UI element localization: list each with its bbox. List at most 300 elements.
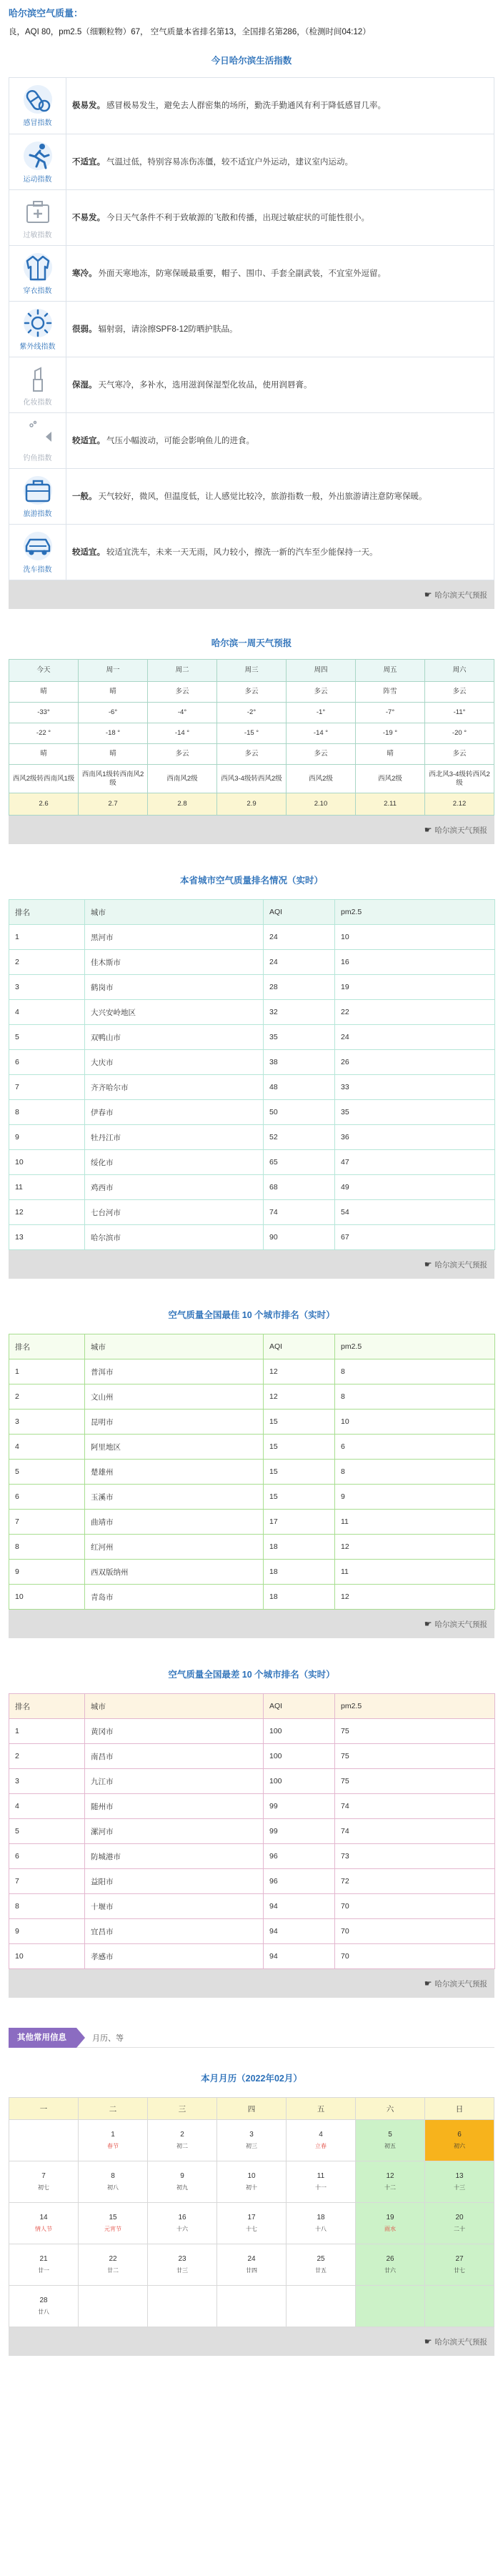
table-row [9, 1100, 495, 1125]
table-cell: 47 [335, 1150, 495, 1175]
calendar-day[interactable] [79, 2203, 148, 2244]
table-cell: 100 [264, 1769, 335, 1794]
travel-bag-icon [23, 475, 53, 505]
table-cell: 6 [9, 1844, 85, 1869]
calendar-day[interactable] [9, 2286, 79, 2327]
other-info-links[interactable]: 月历、等 [92, 2033, 124, 2043]
table-header [9, 1694, 495, 1719]
source-label: 哈尔滨天气预报 [434, 1620, 487, 1629]
forecast-title: 哈尔滨一周天气预报 [211, 638, 292, 648]
table-cell: 74 [335, 1794, 495, 1819]
life-index-level: 很弱。 [72, 325, 97, 334]
table-cell[interactable]: 防城港市 [85, 1844, 264, 1869]
table-cell[interactable]: 七台河市 [85, 1200, 264, 1225]
forecast-weekday: 周四 [287, 660, 356, 682]
life-index-name: 旅游指数 [23, 510, 52, 518]
life-index-title: 今日哈尔滨生活指数 [211, 56, 292, 66]
calendar-weekday: 四 [217, 2098, 287, 2120]
table-cell: 68 [264, 1175, 335, 1200]
calendar-empty-cell [9, 2120, 79, 2161]
life-index-desc [66, 78, 494, 134]
table-row [9, 1460, 495, 1485]
best-rank-source[interactable] [9, 1610, 494, 1638]
table-cell: 18 [264, 1535, 335, 1560]
table-cell: 73 [335, 1844, 495, 1869]
life-index-desc [66, 357, 494, 412]
table-cell: 50 [264, 1100, 335, 1125]
forecast-weather: 多云 [425, 682, 494, 703]
life-index-level: 不适宜。 [72, 157, 105, 167]
calendar-day[interactable] [356, 2244, 425, 2286]
table-cell[interactable]: 鹤岗市 [85, 975, 264, 1000]
table-cell[interactable]: 孝感市 [85, 1944, 264, 1969]
calendar-date: 9 [180, 2172, 184, 2180]
life-index-level: 较适宜。 [72, 436, 105, 445]
calendar-date: 18 [317, 2214, 325, 2221]
calendar-lunar: 初六 [454, 2143, 465, 2149]
table-cell[interactable]: 绥化市 [85, 1150, 264, 1175]
forecast-weather: 晴 [9, 682, 79, 703]
table-cell: 15 [264, 1410, 335, 1435]
life-index-level: 寒冷。 [72, 269, 97, 278]
calendar-date: 19 [386, 2214, 394, 2221]
table-cell: 2 [9, 950, 85, 975]
table-cell: 3 [9, 1769, 85, 1794]
forecast-sky-row [9, 744, 494, 765]
table-cell[interactable]: 十堰市 [85, 1894, 264, 1919]
life-index-icon-cell[interactable] [9, 413, 66, 468]
lipstick-icon [23, 364, 53, 394]
life-index-name: 洗车指数 [23, 565, 52, 574]
life-index-icon-cell[interactable] [9, 302, 66, 357]
table-cell: 99 [264, 1794, 335, 1819]
table-cell[interactable]: 青岛市 [85, 1585, 264, 1610]
table-row [9, 1869, 495, 1894]
calendar-lunar: 初二 [176, 2143, 188, 2149]
table-cell: 11 [335, 1560, 495, 1585]
calendar-day[interactable] [287, 2244, 356, 2286]
calendar-lunar: 立春 [315, 2143, 327, 2149]
calendar-empty-cell [287, 2286, 356, 2327]
calendar-day[interactable] [425, 2244, 494, 2286]
table-cell: 18 [264, 1585, 335, 1610]
table-cell: 4 [9, 1435, 85, 1460]
table-cell: 7 [9, 1869, 85, 1894]
calendar-day[interactable] [217, 2203, 287, 2244]
calendar-week-row [9, 2120, 494, 2161]
calendar-lunar: 春节 [107, 2143, 119, 2149]
life-index-icon-cell[interactable] [9, 134, 66, 189]
life-index-text: 天气寒冷，多补水，选用滋润保湿型化妆品，使用润唇膏。 [98, 380, 312, 390]
forecast-wind: 西风3-4级转西风2级 [217, 765, 287, 793]
table-cell: 52 [264, 1125, 335, 1150]
table-cell[interactable]: 黑河市 [85, 925, 264, 950]
table-cell[interactable]: 益阳市 [85, 1869, 264, 1894]
table-cell[interactable]: 文山州 [85, 1384, 264, 1410]
table-cell: 4 [9, 1794, 85, 1819]
calendar-date: 11 [317, 2172, 325, 2180]
forecast-wind-row [9, 765, 494, 793]
forecast-wind: 西南风1级转西南风2级 [79, 765, 148, 793]
table-cell: 24 [264, 950, 335, 975]
calendar-day[interactable] [425, 2120, 494, 2161]
calendar-date: 16 [178, 2214, 186, 2221]
calendar-lunar: 廿四 [246, 2267, 257, 2274]
table-cell: 54 [335, 1200, 495, 1225]
forecast-high: -15 ° [217, 723, 287, 744]
calendar-day[interactable] [9, 2203, 79, 2244]
calendar-date: 13 [455, 2172, 464, 2180]
life-index-name: 穿衣指数 [23, 287, 52, 295]
table-cell: 94 [264, 1919, 335, 1944]
table-cell[interactable]: 阿里地区 [85, 1435, 264, 1460]
forecast-high-row [9, 723, 494, 744]
life-index-desc [66, 246, 494, 301]
table-cell: 6 [335, 1435, 495, 1460]
air-quality-summary: 良，AQI 80，pm2.5（细颗粒物）67， 空气质量本省排名第13，全国排名第286，（检测时间04:12） [9, 28, 371, 36]
table-row [9, 1200, 495, 1225]
table-cell[interactable]: 牡丹江市 [85, 1125, 264, 1150]
calendar-weekday: 一 [9, 2098, 79, 2120]
table-cell: 6 [9, 1050, 85, 1075]
table-cell: 72 [335, 1869, 495, 1894]
life-index-icon-cell[interactable] [9, 190, 66, 245]
calendar-day[interactable] [148, 2203, 217, 2244]
life-index-row [9, 468, 494, 524]
calendar-lunar: 元宵节 [104, 2226, 121, 2232]
calendar-empty-cell [79, 2286, 148, 2327]
table-row [9, 1510, 495, 1535]
calendar-day[interactable] [356, 2120, 425, 2161]
calendar-day[interactable] [356, 2161, 425, 2203]
table-cell: 12 [9, 1200, 85, 1225]
calendar-day[interactable] [217, 2120, 287, 2161]
table-cell[interactable]: 大庆市 [85, 1050, 264, 1075]
table-cell: 96 [264, 1869, 335, 1894]
forecast-wind: 西风2级转西南风1级 [9, 765, 79, 793]
column-header: 排名 [9, 1334, 85, 1359]
table-cell[interactable]: 鸡西市 [85, 1175, 264, 1200]
table-cell[interactable]: 佳木斯市 [85, 950, 264, 975]
forecast-date: 2.7 [79, 793, 148, 816]
table-row [9, 1485, 495, 1510]
life-index-level: 一般。 [72, 492, 97, 501]
table-row [9, 1844, 495, 1869]
calendar-lunar: 情人节 [35, 2226, 52, 2232]
calendar-lunar: 十七 [246, 2226, 257, 2232]
calendar-weekday: 三 [148, 2098, 217, 2120]
life-index-text: 较适宜洗车，未来一天无雨，风力较小，擦洗一新的汽车至少能保持一天。 [106, 548, 378, 557]
calendar-day[interactable] [79, 2120, 148, 2161]
forecast-high: -18 ° [79, 723, 148, 744]
calendar-day[interactable] [79, 2161, 148, 2203]
table-row [9, 1359, 495, 1384]
column-header: 城市 [85, 1694, 264, 1719]
forecast-date: 2.9 [217, 793, 287, 816]
calendar-date: 12 [386, 2172, 394, 2180]
table-cell: 7 [9, 1510, 85, 1535]
table-row [9, 1175, 495, 1200]
table-cell: 75 [335, 1744, 495, 1769]
table-row [9, 1050, 495, 1075]
table-cell: 9 [9, 1560, 85, 1585]
table-cell: 36 [335, 1125, 495, 1150]
table-cell[interactable]: 昆明市 [85, 1410, 264, 1435]
forecast-high: -19 ° [356, 723, 425, 744]
forecast-wind: 西风2级 [287, 765, 356, 793]
column-header: AQI [264, 1334, 335, 1359]
table-cell: 2 [9, 1384, 85, 1410]
car-icon [23, 531, 53, 561]
calendar-weekday: 二 [79, 2098, 148, 2120]
table-cell[interactable]: 随州市 [85, 1794, 264, 1819]
pointer-icon: ☛ [424, 1259, 432, 1269]
calendar-date: 21 [39, 2255, 48, 2263]
forecast-weather: 晴 [79, 682, 148, 703]
life-index-level: 极易发。 [72, 101, 105, 110]
life-index-icon-cell[interactable] [9, 78, 66, 134]
calendar-lunar: 十三 [454, 2184, 465, 2191]
forecast-weather: 多云 [217, 682, 287, 703]
coat-icon [23, 252, 53, 282]
table-row [9, 1794, 495, 1819]
forecast-low: -1° [287, 703, 356, 723]
table-cell: 12 [335, 1535, 495, 1560]
table-cell: 5 [9, 1460, 85, 1485]
calendar-lunar: 廿一 [38, 2267, 49, 2274]
calendar-weekday: 日 [425, 2098, 494, 2120]
pill-icon [23, 84, 53, 114]
calendar-day[interactable] [148, 2244, 217, 2286]
life-index-icon-cell[interactable] [9, 357, 66, 412]
life-index-desc [66, 413, 494, 468]
table-cell: 49 [335, 1175, 495, 1200]
table-cell[interactable]: 漯河市 [85, 1819, 264, 1844]
forecast-sky: 多云 [425, 744, 494, 765]
forecast-weekday: 周二 [148, 660, 217, 682]
calendar-lunar: 十二 [384, 2184, 396, 2191]
life-index-text: 外面天寒地冻，防寒保暖最重要，帽子、围巾、手套全副武装，不宜室外逗留。 [98, 269, 386, 278]
sun-icon [23, 308, 53, 338]
table-cell: 11 [335, 1510, 495, 1535]
life-index-text: 今日天气条件不利于致敏源的飞散和传播，出现过敏症状的可能性很小。 [106, 213, 369, 222]
life-index-text-wrap [72, 379, 312, 392]
calendar-day[interactable] [9, 2161, 79, 2203]
table-cell: 10 [335, 925, 495, 950]
table-cell: 7 [9, 1075, 85, 1100]
table-cell: 15 [264, 1435, 335, 1460]
table-cell: 28 [264, 975, 335, 1000]
runner-icon [23, 141, 53, 171]
calendar-lunar: 初八 [107, 2184, 119, 2191]
calendar-date: 25 [317, 2255, 325, 2263]
calendar-date: 6 [457, 2131, 462, 2139]
table-cell[interactable]: 双鸭山市 [85, 1025, 264, 1050]
pointer-icon: ☛ [424, 1619, 432, 1629]
calendar-lunar: 十六 [176, 2226, 188, 2232]
calendar-weekday-row [9, 2098, 494, 2120]
calendar-lunar: 廿三 [176, 2267, 188, 2274]
table-cell[interactable]: 普洱市 [85, 1359, 264, 1384]
life-index-desc [66, 469, 494, 524]
calendar-day[interactable] [287, 2161, 356, 2203]
worst-rank-source[interactable] [9, 1969, 494, 1998]
life-index-desc [66, 525, 494, 580]
calendar-empty-cell [356, 2286, 425, 2327]
forecast-weekday: 周一 [79, 660, 148, 682]
table-row [9, 1819, 495, 1844]
calendar-day[interactable] [9, 2244, 79, 2286]
calendar-day[interactable] [425, 2161, 494, 2203]
life-index-name: 运动指数 [23, 175, 52, 184]
table-cell: 2 [9, 1744, 85, 1769]
table-cell[interactable]: 伊春市 [85, 1100, 264, 1125]
life-index-icon-cell[interactable] [9, 525, 66, 580]
life-index-row [9, 524, 494, 580]
life-index-text-wrap [72, 546, 378, 559]
table-cell[interactable]: 九江市 [85, 1769, 264, 1794]
table-row [9, 975, 495, 1000]
table-cell[interactable]: 大兴安岭地区 [85, 1000, 264, 1025]
table-cell: 94 [264, 1894, 335, 1919]
forecast-date: 2.11 [356, 793, 425, 816]
table-cell: 70 [335, 1944, 495, 1969]
calendar-weekday: 六 [356, 2098, 425, 2120]
calendar-day[interactable] [356, 2203, 425, 2244]
forecast-weekday: 周六 [425, 660, 494, 682]
calendar-day[interactable] [425, 2203, 494, 2244]
table-cell[interactable]: 宜昌市 [85, 1919, 264, 1944]
forecast-source[interactable] [9, 816, 494, 844]
forecast-low: -11° [425, 703, 494, 723]
calendar-lunar: 初七 [38, 2184, 49, 2191]
table-cell[interactable]: 黄冈市 [85, 1719, 264, 1744]
calendar-week-row [9, 2286, 494, 2327]
forecast-high: -20 ° [425, 723, 494, 744]
life-index-name: 感冒指数 [23, 119, 52, 127]
table-cell: 74 [264, 1200, 335, 1225]
forecast-sky: 晴 [9, 744, 79, 765]
table-row [9, 925, 495, 950]
table-cell: 1 [9, 925, 85, 950]
forecast-high: -14 ° [148, 723, 217, 744]
life-index-source[interactable] [9, 580, 494, 609]
other-info-bar [9, 2028, 494, 2048]
calendar-date: 2 [180, 2131, 184, 2139]
table-cell[interactable]: 哈尔滨市 [85, 1225, 264, 1250]
forecast-sky: 多云 [287, 744, 356, 765]
forecast-low-row [9, 703, 494, 723]
table-cell[interactable]: 南昌市 [85, 1744, 264, 1769]
calendar-day[interactable] [148, 2120, 217, 2161]
calendar-day[interactable] [217, 2244, 287, 2286]
life-index-text: 辐射弱，请涂擦SPF8-12防晒护肤品。 [98, 325, 238, 334]
life-index-name: 紫外线指数 [19, 342, 56, 351]
table-cell: 99 [264, 1819, 335, 1844]
column-header: AQI [264, 900, 335, 925]
table-row [9, 1435, 495, 1460]
table-row [9, 1000, 495, 1025]
table-cell: 8 [335, 1460, 495, 1485]
air-quality-header [0, 0, 503, 41]
forecast-date: 2.10 [287, 793, 356, 816]
source-label: 哈尔滨天气预报 [434, 1260, 487, 1269]
table-cell[interactable]: 曲靖市 [85, 1510, 264, 1535]
forecast-weekday: 今天 [9, 660, 79, 682]
calendar-week-row [9, 2244, 494, 2286]
life-index-text-wrap [72, 435, 254, 447]
life-index-icon-cell[interactable] [9, 469, 66, 524]
life-index-level: 不易发。 [72, 213, 105, 222]
calendar-date: 8 [111, 2172, 115, 2180]
life-index-text: 气压小幅波动，可能会影响鱼儿的进食。 [106, 436, 254, 445]
province-rank-source[interactable] [9, 1250, 494, 1279]
life-index-desc [66, 302, 494, 357]
table-cell: 100 [264, 1744, 335, 1769]
pointer-icon: ☛ [424, 825, 432, 835]
life-index-row [9, 78, 494, 134]
table-cell[interactable]: 红河州 [85, 1535, 264, 1560]
life-index-desc [66, 190, 494, 245]
life-index-level: 较适宜。 [72, 548, 105, 557]
source-label: 哈尔滨天气预报 [434, 826, 487, 835]
calendar-day[interactable] [217, 2161, 287, 2203]
calendar-date: 15 [109, 2214, 117, 2221]
life-index-icon-cell[interactable] [9, 246, 66, 301]
source-label: 哈尔滨天气预报 [434, 590, 487, 600]
forecast-sky: 晴 [79, 744, 148, 765]
table-cell: 9 [335, 1485, 495, 1510]
table-cell[interactable]: 玉溪市 [85, 1485, 264, 1510]
table-row [9, 1744, 495, 1769]
calendar-day[interactable] [79, 2244, 148, 2286]
table-cell: 9 [9, 1919, 85, 1944]
forecast-weather: 多云 [148, 682, 217, 703]
column-header: pm2.5 [335, 900, 495, 925]
calendar-source[interactable] [9, 2327, 494, 2356]
life-index-name: 化妆指数 [23, 398, 52, 407]
table-cell: 32 [264, 1000, 335, 1025]
table-cell: 10 [9, 1150, 85, 1175]
calendar-day[interactable] [287, 2120, 356, 2161]
table-cell[interactable]: 西双版纳州 [85, 1560, 264, 1585]
table-cell: 35 [335, 1100, 495, 1125]
calendar-day[interactable] [287, 2203, 356, 2244]
table-cell[interactable]: 楚雄州 [85, 1460, 264, 1485]
table-row [9, 1025, 495, 1050]
life-index-text-wrap [72, 156, 353, 169]
table-cell: 24 [264, 925, 335, 950]
column-header: AQI [264, 1694, 335, 1719]
table-cell[interactable]: 齐齐哈尔市 [85, 1075, 264, 1100]
table-cell: 94 [264, 1944, 335, 1969]
calendar-empty-cell [425, 2286, 494, 2327]
table-header [9, 1334, 495, 1359]
table-row [9, 1075, 495, 1100]
province-rank-table [9, 899, 495, 1250]
table-cell: 8 [9, 1100, 85, 1125]
table-cell: 10 [335, 1410, 495, 1435]
forecast-low: -2° [217, 703, 287, 723]
column-header: 排名 [9, 1694, 85, 1719]
source-label: 哈尔滨天气预报 [434, 2337, 487, 2347]
table-cell: 10 [9, 1944, 85, 1969]
table-row [9, 1719, 495, 1744]
table-cell: 38 [264, 1050, 335, 1075]
calendar-lunar: 初十 [246, 2184, 257, 2191]
calendar-day[interactable] [148, 2161, 217, 2203]
table-cell: 11 [9, 1175, 85, 1200]
